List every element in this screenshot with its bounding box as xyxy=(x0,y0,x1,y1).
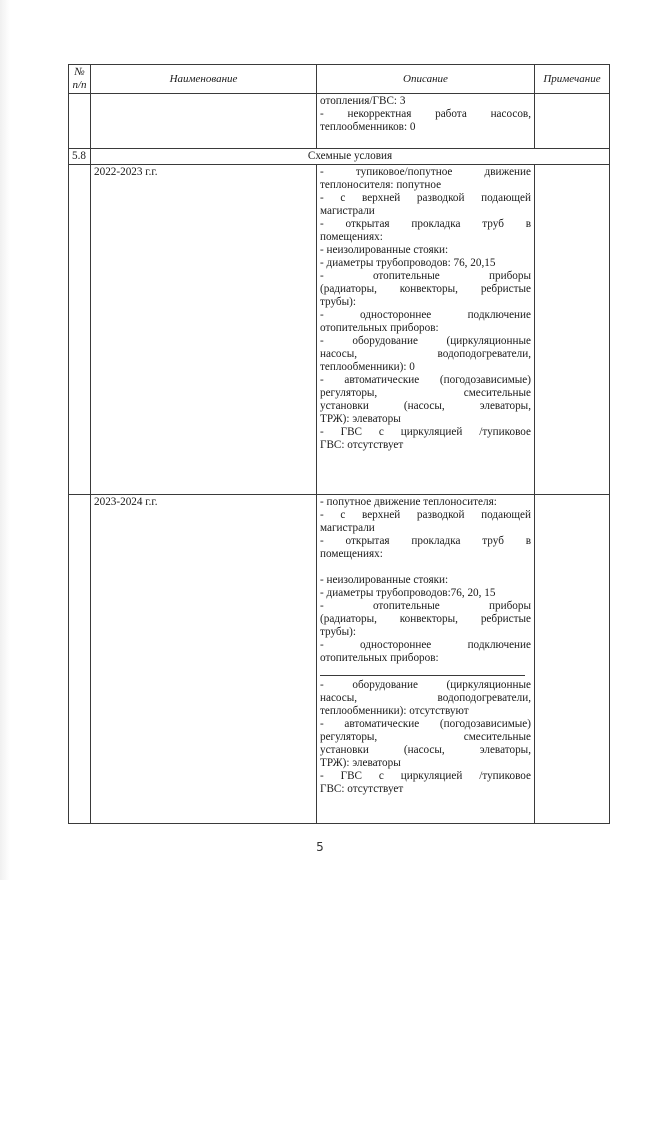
header-num: № п/п xyxy=(69,65,91,94)
desc-line: - тупиковое/попутное движение xyxy=(320,166,531,178)
desc-line: - автоматические (погодозависимые) xyxy=(320,718,531,730)
table-row xyxy=(69,165,610,495)
desc-line: ГВС: отсутствует xyxy=(320,783,404,795)
desc-line: - попутное движение теплоносителя: xyxy=(320,496,497,508)
desc-line: теплообменники): отсутствуют xyxy=(320,705,469,717)
section-title: Схемные условия xyxy=(91,149,610,165)
desc-line: помещениях: xyxy=(320,548,383,560)
desc-line: - с верхней разводкой подающей xyxy=(320,192,531,204)
desc-line: помещениях: xyxy=(320,231,383,243)
desc-line: установки (насосы, элеваторы, xyxy=(320,744,531,756)
section-number: 5.8 xyxy=(69,149,91,165)
scan-shadow xyxy=(0,0,10,880)
desc-line: (радиаторы, конвекторы, ребристые xyxy=(320,283,531,295)
desc-line: - одностороннее подключение xyxy=(320,309,531,321)
desc-line: - диаметры трубопроводов:76, 20, 15 xyxy=(320,587,496,599)
desc-line: - одностороннее подключение xyxy=(320,639,531,651)
desc-line: - открытая прокладка труб в xyxy=(320,218,531,230)
page-number: 5 xyxy=(316,840,324,854)
desc-line: отопительных приборов: xyxy=(320,322,439,334)
blank-line xyxy=(320,561,531,574)
desc-line: - ГВС с циркуляцией /тупиковое xyxy=(320,426,531,438)
continuation-row xyxy=(69,94,610,149)
header-desc: Описание xyxy=(317,65,535,94)
desc-line: трубы): xyxy=(320,296,356,308)
cell-note xyxy=(535,94,610,149)
table-row xyxy=(69,495,610,824)
desc-line: - автоматические (погодозависимые) xyxy=(320,374,531,386)
cell-num xyxy=(69,495,91,824)
cell-note xyxy=(535,495,610,824)
desc-line: установки (насосы, элеваторы, xyxy=(320,400,531,412)
document-table xyxy=(68,64,610,824)
desc-line: теплообменников: 0 xyxy=(320,121,416,133)
header-name: Наименование xyxy=(91,65,317,94)
row-year: 2022-2023 г.г. xyxy=(91,165,317,495)
desc-line: отопительных приборов: xyxy=(320,652,439,664)
desc-line: регуляторы, смесительные xyxy=(320,387,531,399)
desc-line: - оборудование (циркуляционные xyxy=(320,335,531,347)
desc-line: теплоносителя: попутное xyxy=(320,179,442,191)
desc-line: ТРЖ): элеваторы xyxy=(320,413,401,425)
desc-line: насосы, водоподогреватели, xyxy=(320,348,531,360)
desc-line: - некорректная работа насосов, xyxy=(320,108,531,120)
desc-line: - открытая прокладка труб в xyxy=(320,535,531,547)
desc-line: - отопительные приборы xyxy=(320,270,531,282)
cell-num xyxy=(69,94,91,149)
horizontal-rule xyxy=(320,665,525,676)
desc-line: магистрали xyxy=(320,522,375,534)
desc-line: - с верхней разводкой подающей xyxy=(320,509,531,521)
cell-desc xyxy=(317,94,535,149)
cell-num xyxy=(69,165,91,495)
desc-line: магистрали xyxy=(320,205,375,217)
desc-line: теплообменники): 0 xyxy=(320,361,415,373)
desc-line: - диаметры трубопроводов: 76, 20,15 xyxy=(320,257,496,269)
row-description xyxy=(317,495,535,824)
desc-line: ТРЖ): элеваторы xyxy=(320,757,401,769)
desc-line: (радиаторы, конвекторы, ребристые xyxy=(320,613,531,625)
desc-line: регуляторы, смесительные xyxy=(320,731,531,743)
cell-name xyxy=(91,94,317,149)
desc-line: насосы, водоподогреватели, xyxy=(320,692,531,704)
desc-line: ГВС: отсутствует xyxy=(320,439,404,451)
section-row xyxy=(69,149,610,165)
header-note: Примечание xyxy=(535,65,610,94)
desc-line: отопления/ГВС: 3 xyxy=(320,95,406,107)
desc-line: - неизолированные стояки: xyxy=(320,244,449,256)
desc-line: трубы): xyxy=(320,626,356,638)
desc-line: - отопительные приборы xyxy=(320,600,531,612)
desc-line: - оборудование (циркуляционные xyxy=(320,679,531,691)
cell-note xyxy=(535,165,610,495)
row-year: 2023-2024 г.г. xyxy=(91,495,317,824)
row-description xyxy=(317,165,535,495)
desc-line: - ГВС с циркуляцией /тупиковое xyxy=(320,770,531,782)
desc-line: - неизолированные стояки: xyxy=(320,574,449,586)
table-header-row xyxy=(69,65,610,94)
